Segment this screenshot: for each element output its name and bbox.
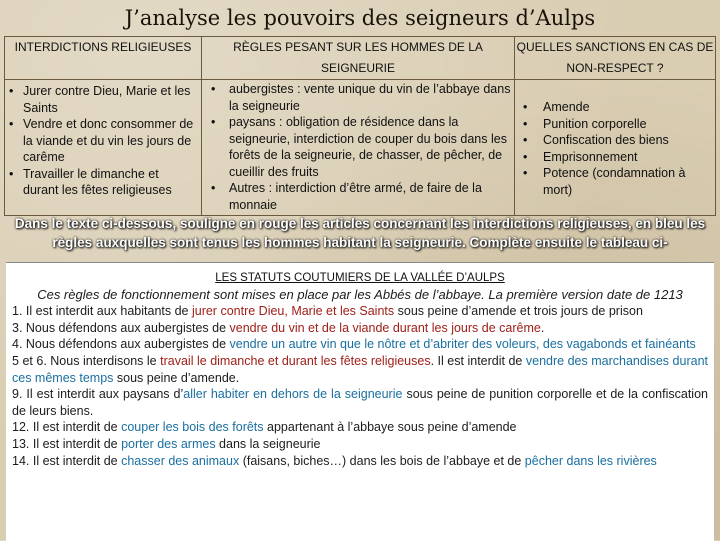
list-item: • Jurer contre Dieu, Marie et les Saints xyxy=(7,83,197,116)
religious-text: jurer contre Dieu, Marie et les Saints xyxy=(191,304,395,319)
seigneurie-rule-text: aller habiter en dehors de la seigneurie xyxy=(183,387,403,402)
religious-text: travail le dimanche et durant les fêtes religieuses xyxy=(160,353,431,368)
article-3: 3. Nous défendons aux aubergistes de vendre du vin et de la viande durant les jours de carême. xyxy=(12,320,545,335)
list-item: • Confiscation des biens xyxy=(521,132,711,149)
list-item: • Potence (condamnation à mort) xyxy=(521,165,711,198)
source-document xyxy=(6,262,714,541)
header-religious: INTERDICTIONS RELIGIEUSES xyxy=(5,37,201,80)
article-4: 4. Nous défendons aux aubergistes de vendre un autre vin que le nôtre et d’abriter des voleurs, des vagabonds et fainéants xyxy=(12,337,696,352)
list-item: • aubergistes : vente unique du vin de l’abbaye dans la seigneurie xyxy=(209,81,511,114)
list-item: • Vendre et donc consommer de la viande et du vin les jours de carême xyxy=(7,116,197,166)
list-item: • Travailler le dimanche et durant les fêtes religieuses xyxy=(7,166,197,199)
list-item: • Autres : interdiction d’être armé, de faire de la monnaie xyxy=(209,180,511,213)
religious-text: vendre du vin et de la viande durant les jours de carême xyxy=(229,320,541,335)
seigneurie-rule-text: chasser des animaux xyxy=(121,453,240,468)
seigneurie-rule-text: porter des armes xyxy=(121,436,216,451)
seigneurie-rule-text: vendre des marchandises durant ces mêmes temps xyxy=(12,353,708,385)
article-12: 12. Il est interdit de couper les bois des forêts appartenant à l’abbaye sous peine d’amende xyxy=(12,420,517,435)
seigneurie-rule-text: pêcher dans les rivières xyxy=(524,453,657,468)
article-14: 14. Il est interdit de chasser des animaux (faisans, biches…) dans les bois de l’abbaye et de pêcher dans les rivières xyxy=(12,453,657,468)
list-item: • Amende xyxy=(521,99,711,116)
seigneurie-rule-text: couper les bois des forêts xyxy=(121,420,264,435)
instruction-text: Dans le texte ci-dessous, souligne en rouge les articles concernant les interdictions religieuses, en bleu les règles auxquelles sont tenus les hommes habitant la seigneurie. Complète ensuite le tableau ci- xyxy=(14,216,706,250)
article-13: 13. Il est interdit de porter des armes dans la seigneurie xyxy=(12,436,321,451)
document-subtitle: Ces règles de fonctionnement sont mises en place par les Abbés de l’abbaye. La première version date de 1213 xyxy=(37,286,683,302)
header-rules: RÈGLES PESANT SUR LES HOMMES DE LA SEIGNEURIE xyxy=(202,37,514,80)
page-title: J’analyse les pouvoirs des seigneurs d’Aulps xyxy=(124,6,596,30)
document-title: LES STATUTS COUTUMIERS DE LA VALLÉE D’AULPS xyxy=(215,272,505,284)
header-sanctions: QUELLES SANCTIONS EN CAS DE NON-RESPECT ? xyxy=(515,37,715,80)
seigneurie-rule-text: vendre un autre vin que le nôtre et d’abriter des voleurs, des vagabonds et fainéants xyxy=(229,337,696,352)
list-item: • Emprisonnement xyxy=(521,149,711,166)
religious-column xyxy=(7,83,197,219)
rules-column xyxy=(209,81,511,217)
analysis-table xyxy=(4,36,716,216)
column-divider xyxy=(201,37,202,215)
list-item: • paysans : obligation de résidence dans la seigneurie, interdiction de couper du bois dans les forêts de la seigneurie, de chasser, de pêcher, de cueillir des fruits xyxy=(209,114,511,180)
article-5-6: 5 et 6. Nous interdisons le travail le dimanche et durant les fêtes religieuses. Il est interdit de vendre des marchandises durant ces mêmes temps sous peine d’amende. xyxy=(12,353,708,385)
list-item: • Punition corporelle xyxy=(521,116,711,133)
article-1: 1. Il est interdit aux habitants de jurer contre Dieu, Marie et les Saints sous peine d’amende et trois jours de prison xyxy=(12,304,643,319)
column-divider xyxy=(514,37,515,215)
article-9: 9. Il est interdit aux paysans d’aller habiter en dehors de la seigneurie sous peine de punition corporelle et de la confiscation de leurs biens. xyxy=(12,387,708,418)
